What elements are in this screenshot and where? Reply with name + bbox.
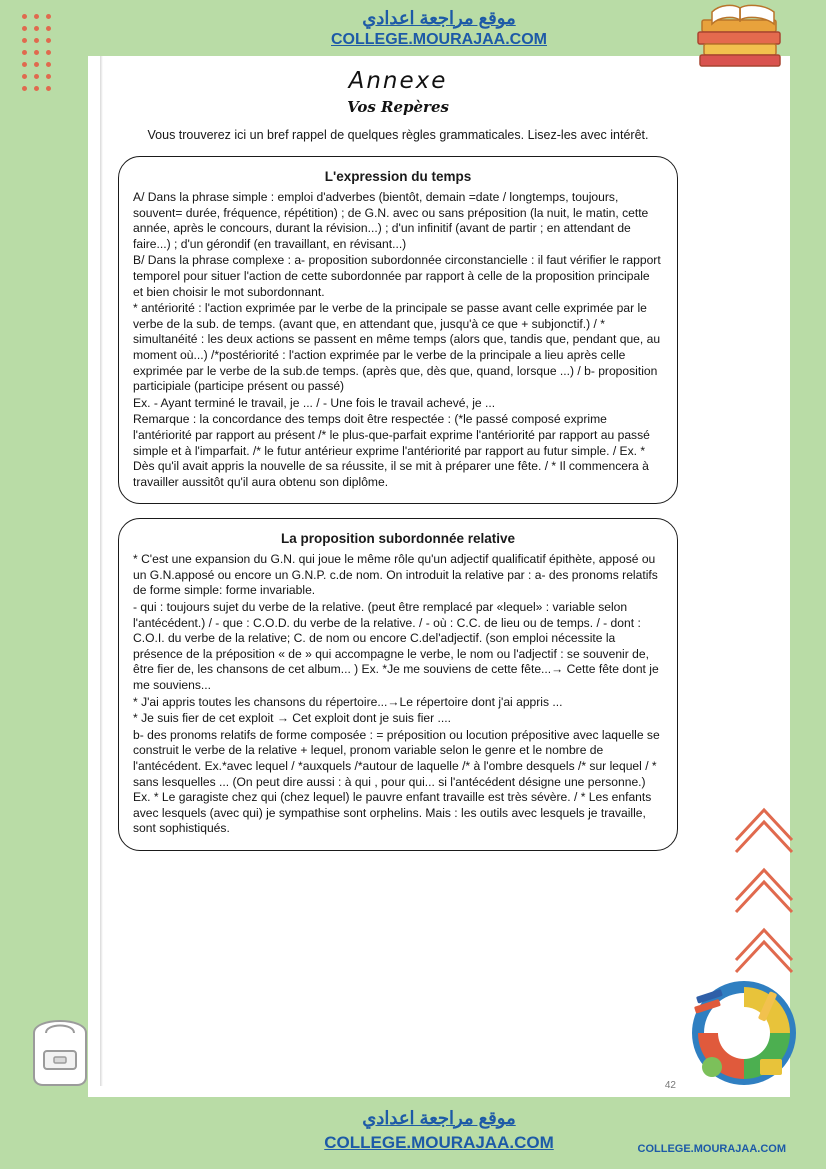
site-header [88,0,790,56]
document-title: Annexe [348,68,448,94]
footer-brand: COLLEGE.MOURAJAA.COM [637,1143,786,1155]
section-heading: La proposition subordonnée relative [280,531,516,547]
header-arabic-title: موقع مراجعة اعدادي [362,7,516,28]
paragraph: Ex. - Ayant terminé le travail, je ... / - Une fois le travail achevé, je ... [133,395,496,410]
paragraph: b- des pronoms relatifs de forme composée : = préposition ou locution prépositive avec laquelle se construit le verbe de la relative + lequel, pronom variable selon le genre et le nombre de l'antécédent. Ex.*avec lequel / *auxquels /*autour de laquelle /* à l'ombre desquels /* sur lequel / * sans lesquelles ... (On peut dire aussi : à qui , pour qui... si l'antécédent désigne une personne.) Ex. * Le garagiste chez qui (chez lequel) le pauvre enfant travaille est très sévère. / * Les enfants avec lesquels (avec qui) je sympathise sont orphelins. Mais : les outils avec lesquels je travaille, sont sophistiqués. [133,727,660,836]
paragraph: * J'ai appris toutes les chansons du répertoire...→Le répertoire dont j'ai appris ... [133,694,563,709]
paragraph: * C'est une expansion du G.N. qui joue le même rôle qu'un adjectif qualificatif épithète, apposé ou un G.N.apposé ou encore un G.N.P. c.de nom. On introduit la relative par : a- des pronoms relatifs de forme simple: forme invariable. [133,552,658,598]
footer-arabic-title: موقع مراجعة اعدادي [362,1107,516,1128]
paragraph: Remarque : la concordance des temps doit être respectée : (*le passé composé exprime l'antériorité par rapport au présent /* le plus-que-parfait exprime l'antériorité par rapport au passé simple et à l'imparfait. /* le futur antérieur exprime l'antériorité par rapport au futur simple. / Ex. * Dès qu'il avait appris la nouvelle de sa réussite, il se mit à préparer une fête. / * Il commencera à travailler aussitôt qu'il aura obtenu son diplôme. [133,412,650,489]
decorative-dots [22,14,56,100]
section-expression-du-temps [118,156,678,504]
school-supplies-icon [686,975,802,1091]
section-proposition-subordonnee-relative [118,518,678,851]
backpack-icon [14,1003,106,1087]
paragraph: A/ Dans la phrase simple : emploi d'adverbes (bientôt, demain =date / longtemps, toujours, souvent= durée, fréquence, répétition) ; de G.N. avec ou sans préposition (la nuit, le matin, cette année, après le concours, durant la révision...) ; d'un infinitif (avant de partir ; en attendant de faire...) ; d'un gérondif (en travaillant, en révisant...) [133,190,649,251]
chevron-decoration [730,790,800,1000]
document-subtitle: Vos Repères [347,98,449,116]
paragraph: B/ Dans la phrase complexe : a- proposition subordonnée circonstancielle : il faut vérifier le rapport temporel pour situer l'action de cette subordonnée par rapport à celle de la proposition principale et bien choisir le mot subordonnant. [133,253,661,299]
document-sheet [100,56,696,1086]
footer-site-url[interactable]: COLLEGE.MOURAJAA.COM [324,1132,554,1152]
document-intro: Vous trouverez ici un bref rappel de quelques règles grammaticales. Lisez-les avec intérêt. [147,128,649,142]
page-number: 42 [664,1080,676,1091]
books-icon [688,4,796,76]
paragraph: * Je suis fier de cet exploit → Cet exploit dont je suis fier .... [133,711,451,726]
paragraph: - qui : toujours sujet du verbe de la relative. (peut être remplacé par «lequel» : variable selon l'antécédent.) / - que : C.O.D. du verbe de la relative. / - où : C.C. de lieu ou de temps. / - dont : C.O.I. du verbe de la relative; C. de nom ou encore C.del'adjectif. (son emploi nécessite la présence de la préposition « de » qui accompagne le verbe, le nom ou l'adjectif : se souvenir de, être fier de, les chansons de cet album... ) Ex. *Je me souviens de cette fête...→ Cette fête dont je me souviens... [133,600,659,693]
header-site-url[interactable]: COLLEGE.MOURAJAA.COM [331,30,547,48]
paragraph: * antériorité : l'action exprimée par le verbe de la principale se passe avant celle exprimée par le verbe de la sub. de temps. (avant que, en attendant que, jusqu'à ce que + subjonctif.) / * simultanéité : les deux actions se passent en même temps (alors que, tandis que, pendant que, au moment où...) /*postériorité : l'action exprimée par le verbe de la principale a lieu après celle exprimée par le verbe de la sub.de temps. (après que, dès que, quand, lorsque ...) / b- proposition participiale (participe présent ou passé) [133,301,661,394]
section-heading: L'expression du temps [324,169,472,184]
